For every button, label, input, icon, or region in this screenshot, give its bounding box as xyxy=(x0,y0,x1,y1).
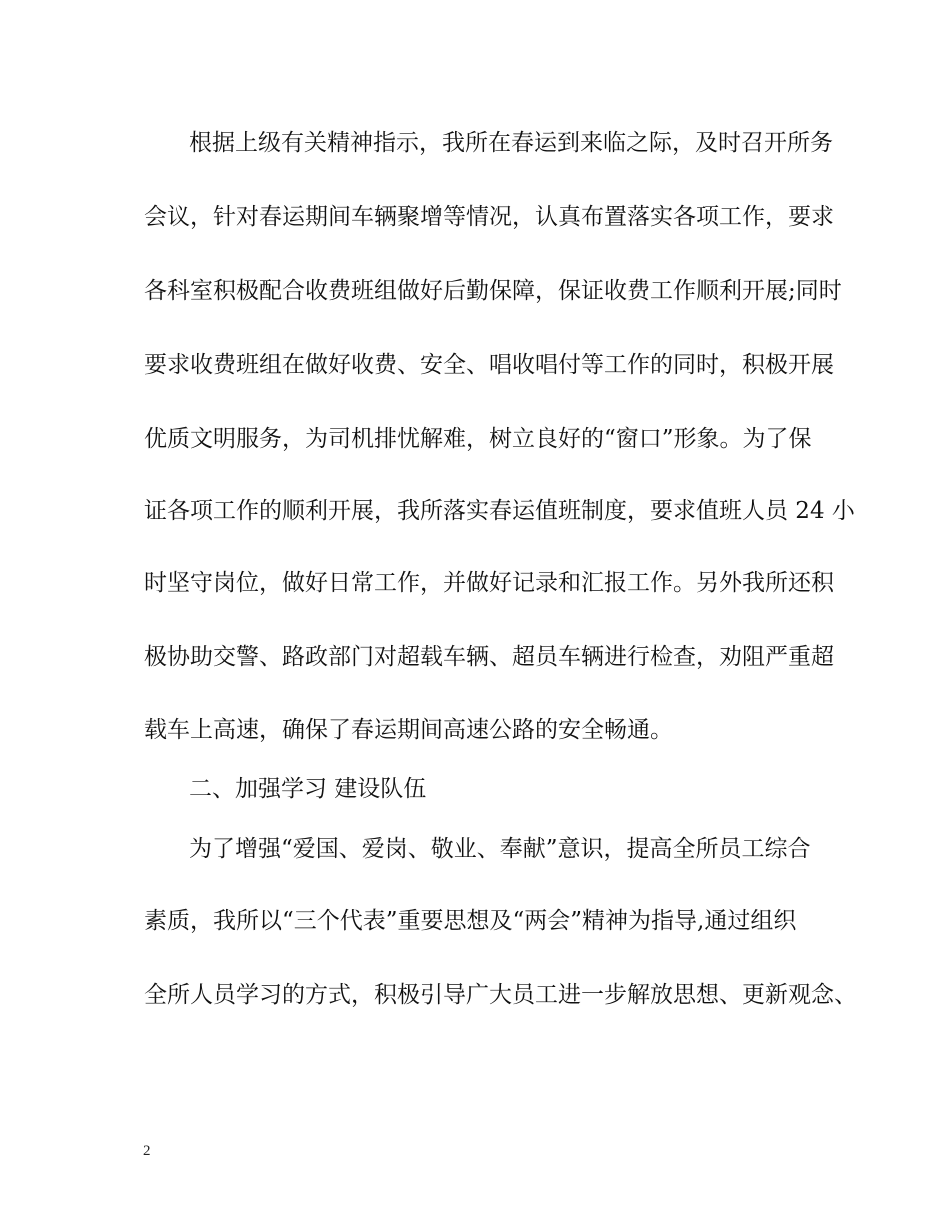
body-text-line: 载车上高速，确保了春运期间高速公路的安全畅通。 xyxy=(144,717,673,743)
body-text-line: 各科室积极配合收费班组做好后勤保障，保证收费工作顺利开展;同时 xyxy=(144,278,842,304)
body-text-line: 极协助交警、路政部门对超载车辆、超员车辆进行检查，劝阻严重超 xyxy=(144,644,834,670)
section-heading: 二、加强学习 建设队伍 xyxy=(189,776,427,802)
body-text-line: 要求收费班组在做好收费、安全、唱收唱付等工作的同时，积极开展 xyxy=(144,352,834,378)
page-number: 2 xyxy=(143,1143,151,1159)
body-text-line: 优质文明服务，为司机排忧解难，树立良好的“窗口”形象。为了保 xyxy=(144,426,812,452)
body-text-line: 根据上级有关精神指示，我所在春运到来临之际，及时召开所务 xyxy=(189,130,833,156)
body-text-line: 素质，我所以“三个代表”重要思想及“两会”精神为指导,通过组织 xyxy=(144,908,797,934)
body-text-line: 会议，针对春运期间车辆聚增等情况，认真布置落实各项工作，要求 xyxy=(144,204,834,230)
body-text-line: 证各项工作的顺利开展，我所落实春运值班制度，要求值班人员 24 小 xyxy=(144,498,855,524)
body-text-line: 时坚守岗位，做好日常工作，并做好记录和汇报工作。另外我所还积 xyxy=(144,570,834,596)
body-text-line: 全所人员学习的方式，积极引导广大员工进一步解放思想、更新观念、 xyxy=(144,982,857,1008)
body-text-line: 为了增强“爱国、爱岗、敬业、奉献”意识，提高全所员工综合 xyxy=(189,836,811,862)
